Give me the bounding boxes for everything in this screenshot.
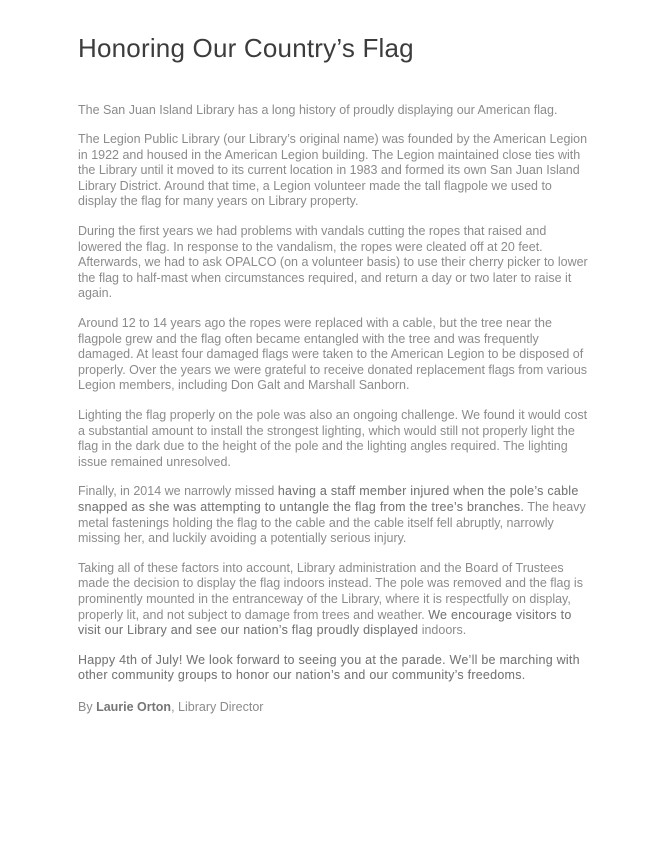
paragraph — [78, 653, 593, 684]
byline-author: Laurie Orton — [96, 699, 172, 714]
paragraph — [78, 316, 593, 394]
byline-suffix: , Library Director — [171, 699, 264, 714]
text-segment: The Legion Public Library (our Library’s original name) was founded by the American Legion in 1922 and housed in the American Legion building. The Legion maintained close ties with the Library until it moved to its current location in 1983 and formed its own San Juan Island Library District. Around that time, a Legion volunteer made the tall flagpole we used to display the flag for many years on Library property. — [78, 132, 588, 209]
text-segment: indoors. — [418, 623, 467, 638]
text-segment: We encourage visitors to visit our Library and see our nation’s flag proudly displayed — [78, 607, 572, 638]
paragraph — [78, 132, 593, 210]
text-segment: Lighting the flag properly on the pole was also an ongoing challenge. We found it would cost a substantial amount to install the strongest lighting, which would still not properly light the flag in the dark due to the height of the pole and the lighting angles required. The lighting issue remained unresolved. — [78, 408, 588, 469]
page-title: Honoring Our Country’s Flag — [78, 33, 414, 63]
paragraph — [78, 224, 593, 302]
article-body — [78, 103, 593, 684]
text-segment: The San Juan Island Library has a long history of proudly displaying our American flag. — [78, 102, 558, 117]
paragraph — [78, 103, 593, 119]
text-segment: Around 12 to 14 years ago the ropes were replaced with a cable, but the tree near the flagpole grew and the flag often became entangled with the tree and was frequently damaged. At least four damaged flags were taken to the American Legion to be disposed of properly. Over the years we were grateful to receive donated replacement flags from various Legion members, including Don Galt and Marshall Sanborn. — [78, 316, 588, 393]
text-segment: The heavy metal fastenings holding the flag to the cable and the cable itself fell abruptly, narrowly missing her, and luckily avoiding a potentially serious injury. — [78, 499, 586, 546]
paragraph — [78, 484, 593, 546]
text-segment: Happy 4th of July! We look forward to seeing you at the parade. We’ll be marching with other community groups to honor our nation’s and our community’s freedoms. — [78, 652, 580, 683]
byline — [78, 700, 593, 716]
text-segment: Finally, in 2014 we narrowly missed — [78, 484, 278, 499]
text-segment: having a staff member injured when the pole’s cable snapped as she was attempting to untangle the flag from the tree’s branches. — [78, 484, 579, 514]
byline-prefix: By — [78, 699, 97, 714]
text-segment: Taking all of these factors into account, Library administration and the Board of Trustees made the decision to display the flag indoors instead. The pole was removed and the flag is prominently mounted in the entranceway of the Library, where it is respectfully on display, properly lit, and not subject to damage from trees and weather. — [78, 560, 583, 622]
paragraph — [78, 561, 593, 639]
paragraph — [78, 408, 593, 470]
text-segment: During the first years we had problems with vandals cutting the ropes that raised and lowered the flag. In response to the vandalism, the ropes were cleated off at 20 feet. Afterwards, we had to ask OPALCO (on a volunteer basis) to use their cherry picker to lower the flag to half-mast when circumstances required, and return a day or two later to raise it again. — [78, 224, 588, 301]
